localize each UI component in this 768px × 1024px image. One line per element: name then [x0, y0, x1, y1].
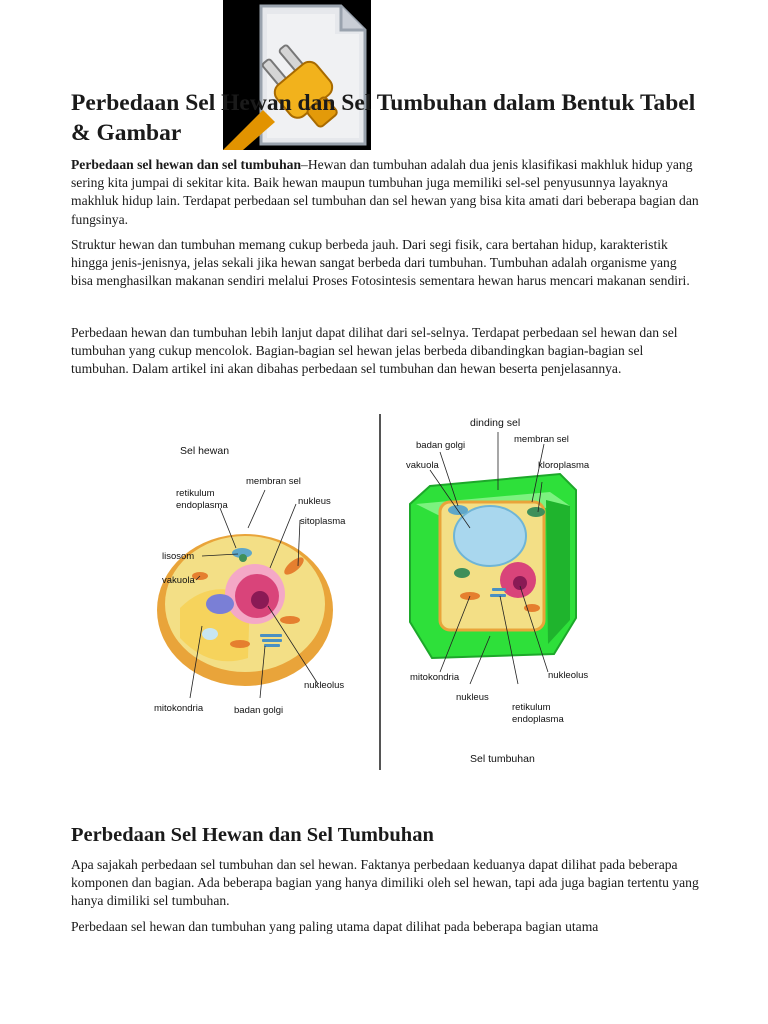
animal-cell-title: Sel hewan [180, 445, 230, 457]
label-plant-vakuola: vakuola [406, 460, 439, 471]
label-plant-nukleus: nukleus [456, 692, 489, 703]
label-nukleolus: nukleolus [304, 680, 345, 691]
paragraph-structure: Struktur hewan dan tumbuhan memang cukup berbeda jauh. Dari segi fisik, cara bertahan hidup, karakteristik hingga jenis-jenisnya, jelas sekali jika hewan sangat berbeda dari tumbuhan. Tumbuhan adalah organisme yang bisa menghasilkan makanan sendiri melalui Proses Fotosintesis sementara hewan harus mencari makanan sendiri. [71, 237, 690, 289]
plant-cell-title: Sel tumbuhan [470, 753, 535, 765]
paragraph-cell-differences: Perbedaan hewan dan tumbuhan lebih lanjut dapat dilihat dari sel-selnya. Terdapat perbedaan sel hewan dan sel tumbuhan yang cukup mencolok. Bagian-bagian sel hewan jelas berbeda dibandingkan bagian-bagian sel tumbuhan. Dalam artikel ini akan dibahas perbedaan sel tumbuhan dan hewan beserta penjelasannya. [71, 325, 678, 377]
paragraph-main-parts: Perbedaan sel hewan dan tumbuhan yang paling utama dapat dilihat pada beberapa bagian utama [71, 919, 599, 934]
label-dinding-sel: dinding sel [470, 417, 521, 429]
section-heading: Perbedaan Sel Hewan dan Sel Tumbuhan [71, 824, 434, 846]
intro-bold-term: Perbedaan sel hewan dan sel tumbuhan [71, 157, 302, 172]
label-nukleus: nukleus [298, 496, 331, 507]
label-retikulum-line1: retikulum [176, 488, 215, 499]
label-plant-mitokondria: mitokondria [410, 672, 460, 683]
label-plant-retikulum-line1: retikulum [512, 702, 551, 713]
article-title: Perbedaan Sel Hewan dan Sel Tumbuhan dalam Bentuk Tabel & Gambar [71, 90, 696, 146]
paragraph-components: Apa sajakah perbedaan sel tumbuhan dan sel hewan. Faktanya perbedaan keduanya dapat dilihat pada beberapa komponen dan bagian. Ada beberapa bagian yang hanya dimiliki oleh sel hewan, tapi ada juga bagian tertentu yang hanya dimiliki sel tumbuhan. [71, 857, 699, 909]
label-mitokondria: mitokondria [154, 703, 204, 714]
label-plant-retikulum-line2: endoplasma [512, 714, 564, 725]
label-sitoplasma: sitoplasma [300, 516, 346, 527]
plant-cell-illustration [410, 474, 576, 658]
label-kloroplasma: kloroplasma [538, 460, 590, 471]
label-retikulum-line2: endoplasma [176, 500, 228, 511]
label-plant-nukleolus: nukleolus [548, 670, 589, 681]
label-vakuola: vakuola [162, 575, 195, 586]
intro-text: –Hewan dan tumbuhan adalah dua jenis klasifikasi makhluk hidup yang sering kita jumpai di sekitar kita. Baik hewan maupun tumbuhan juga memiliki sel-sel penyusunnya layaknya makhluk hidup lain. Terdapat perbedaan sel tumbuhan dan sel hewan yang bisa kita amati dari beberapa bagian dan fungsinya. [71, 157, 699, 227]
label-badan-golgi: badan golgi [234, 705, 284, 716]
cell-diagram-figure [140, 408, 610, 774]
label-plant-membran-sel: membran sel [514, 434, 569, 445]
label-membran-sel: membran sel [246, 476, 301, 487]
intro-paragraph [71, 156, 701, 229]
label-plant-badan-golgi: badan golgi [416, 440, 466, 451]
label-lisosom: lisosom [162, 551, 195, 562]
